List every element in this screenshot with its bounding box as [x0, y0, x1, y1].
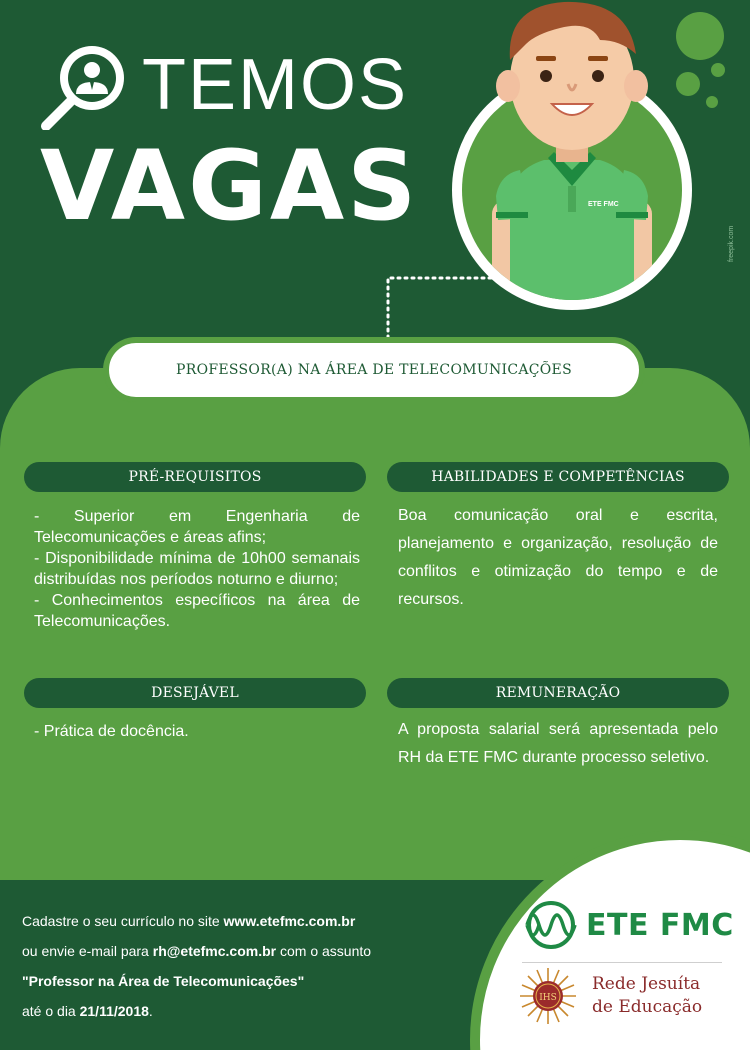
dotted-connector — [384, 270, 504, 340]
header-title — [36, 40, 420, 242]
ihs-monogram: IHS — [539, 993, 557, 1003]
ete-fmc-text: ETE FMC — [586, 907, 734, 943]
salary-text: A proposta salarial será apresentada pelo RH da ETE FMC durante processo seletivo. — [398, 721, 718, 766]
footer-line-deadline: até o dia 21/11/2018. — [22, 1003, 153, 1019]
salary-header: REMUNERAÇÃO — [387, 678, 729, 708]
shirt-logo: ETE FMC — [588, 201, 619, 208]
deadline-date: 21/11/2018 — [79, 1003, 149, 1019]
magnifier-person-icon — [36, 40, 136, 130]
skills-text: Boa comunicação oral e escrita, planejamento e organização, resolução de conflitos e otimização do tempo e de recursos. — [398, 507, 718, 608]
prerequisites-header: PRÉ-REQUISITOS — [24, 462, 366, 492]
footer-line-subject — [22, 966, 371, 996]
footer-line-site: Cadastre o seu currículo no site www.etefmc.com.br — [22, 913, 356, 929]
temos-row — [36, 40, 419, 130]
headline-temos: TEMOS — [142, 45, 409, 125]
skills-header: HABILIDADES E COMPETÊNCIAS — [387, 462, 729, 492]
wave-circle-icon — [524, 900, 578, 950]
headline-vagas: VAGAS — [40, 130, 420, 242]
rede-jesuita-text: Rede Jesuíta de Educação — [592, 974, 703, 1017]
jesuit-seal-icon — [520, 968, 576, 1024]
email-subject: "Professor na Área de Telecomunicações" — [22, 973, 305, 989]
rede-jesuita-logo — [520, 968, 702, 1024]
footer-line-email: ou envie e-mail para rh@etefmc.com.br com o assunto — [22, 943, 372, 959]
site-link[interactable]: www.etefmc.com.br — [223, 913, 356, 929]
list-item: - Superior em Engenharia de Telecomunicações e áreas afins; — [34, 508, 360, 546]
email-link[interactable]: rh@etefmc.com.br — [152, 943, 277, 959]
job-title: PROFESSOR(A) NA ÁREA DE TELECOMUNICAÇÕES — [176, 362, 572, 378]
teacher-illustration — [440, 0, 710, 310]
footer-instructions — [22, 906, 371, 1026]
desirable-header: DESEJÁVEL — [24, 678, 366, 708]
prerequisites-list — [34, 506, 360, 632]
list-item: - Conhecimentos específicos na área de Telecomunicações. — [34, 592, 360, 630]
job-title-pill — [104, 338, 644, 402]
ete-fmc-logo — [524, 900, 734, 950]
desirable-text: - Prática de docência. — [34, 723, 189, 740]
content-area — [0, 368, 750, 908]
list-item: - Disponibilidade mínima de 10h00 semanais distribuídas nos períodos noturno e diurno; — [34, 550, 360, 588]
logo-divider — [522, 962, 722, 963]
image-credit: freepik.com — [728, 225, 735, 262]
